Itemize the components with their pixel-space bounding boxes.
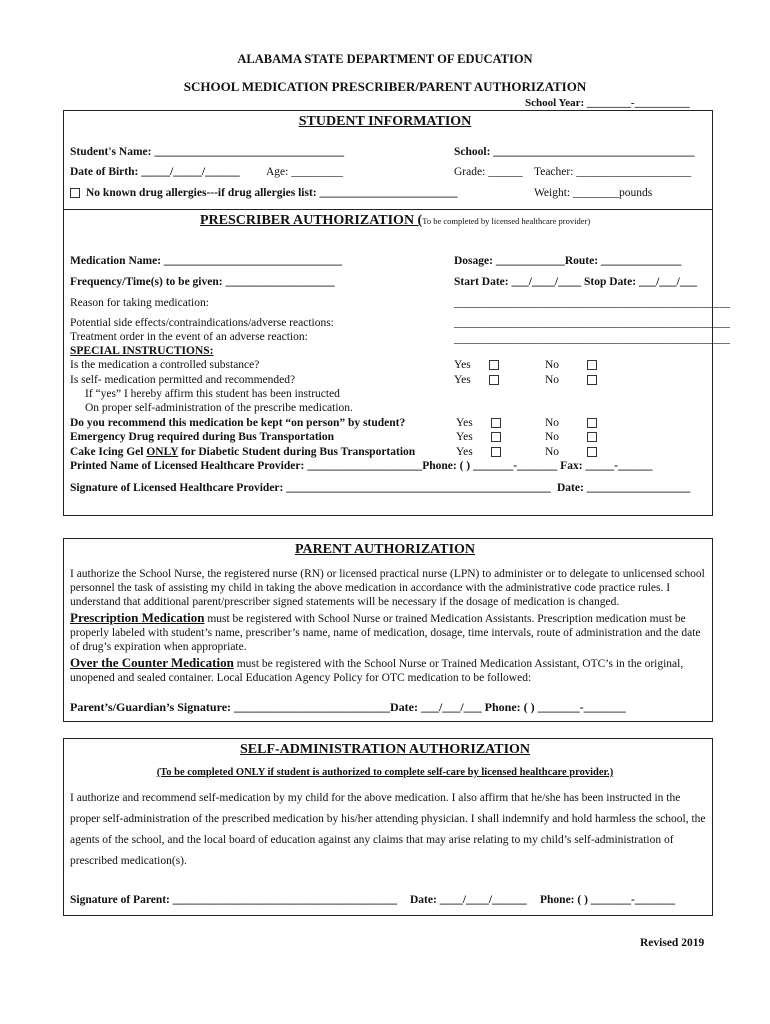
emergency-yes[interactable]: Yes — [456, 431, 501, 444]
parent-auth-paragraph: I authorize the School Nurse, the registered nurse (RN) or licensed practical nurse (LPN) to administer or to delegate to unlicensed school personnel the task of assisting my child in taking the above medication in accordance with the administrative code practice rules. I understand that additional parent/prescriber signed statements will be necessary if the dosage of medication is changed. — [70, 568, 705, 608]
prescriber-title-note: To be completed by licensed healthcare provider) — [422, 216, 591, 226]
prescription-medication-paragraph: Prescription Medication must be registered with School Nurse or trained Medication Assistants. Prescription medication must be properly labeled with student’s name, prescriber’s name, name of medication, dosage, time intervals, route of administration and the date of drug’s expiration when appropriate. — [70, 610, 701, 653]
treatment-line[interactable]: ________________________________________________ — [454, 333, 730, 345]
emergency-drug-question: Emergency Drug required during Bus Transportation — [70, 431, 334, 443]
prescriber-title: PRESCRIBER AUTHORIZATION (To be completed by licensed healthcare provider) — [200, 213, 591, 228]
allergies-row[interactable] — [70, 187, 458, 200]
grade-field[interactable]: Grade: ______ — [454, 166, 523, 178]
student-info-title: STUDENT INFORMATION — [298, 114, 472, 129]
reason-line[interactable]: ________________________________________________ — [454, 297, 730, 309]
age-field[interactable]: Age: _________ — [266, 166, 343, 178]
affirm-line-2: On proper self-administration of the prescribe medication. — [85, 402, 353, 414]
student-name-field[interactable]: Student's Name: _________________________________ — [70, 146, 345, 158]
parent-signature-field[interactable]: Parent’s/Guardian’s Signature: __________________________Date: ___/___/___ Phone: ( ) _______-_______ — [70, 700, 626, 714]
otc-medication-paragraph: Over the Counter Medication must be registered with the School Nurse or Trained Medication Assistant, OTC’s in the original, unopened and sealed container. Local Education Agency Policy for OTC medication to be followed: — [70, 655, 684, 684]
treatment-label: Treatment order in the event of an adverse reaction: — [70, 331, 308, 343]
cake-icing-yes[interactable]: Yes — [456, 446, 501, 459]
cake-icing-no[interactable]: No — [545, 446, 597, 459]
form-title: SCHOOL MEDICATION PRESCRIBER/PARENT AUTHORIZATION — [183, 79, 587, 94]
self-admin-title: SELF-ADMINISTRATION AUTHORIZATION — [239, 742, 531, 757]
controlled-yes[interactable]: Yes — [454, 359, 499, 372]
frequency-field[interactable]: Frequency/Time(s) to be given: ___________________ — [70, 276, 335, 288]
self-med-question: Is self- medication permitted and recommended? — [70, 374, 296, 386]
section-divider — [63, 209, 713, 210]
controlled-no[interactable]: No — [545, 359, 597, 372]
revision-label: Revised 2019 — [640, 937, 705, 949]
emergency-no[interactable]: No — [545, 431, 597, 444]
self-med-yes[interactable]: Yes — [454, 374, 499, 387]
agency-title: ALABAMA STATE DEPARTMENT OF EDUCATION — [237, 52, 533, 66]
weight-field[interactable]: Weight: ________pounds — [534, 187, 653, 199]
parent-auth-title: PARENT AUTHORIZATION — [294, 542, 476, 557]
self-med-no[interactable]: No — [545, 374, 597, 387]
provider-date-field[interactable]: Date: __________________ — [557, 482, 691, 494]
on-person-yes[interactable]: Yes — [456, 417, 501, 430]
provider-signature-field[interactable]: Signature of Licensed Healthcare Provider: ______________________________________________ — [70, 482, 551, 494]
reason-label: Reason for taking medication: — [70, 297, 209, 309]
side-effects-label: Potential side effects/contraindications/adverse reactions: — [70, 317, 334, 329]
self-admin-phone-field[interactable]: Phone: ( ) _______-_______ — [540, 894, 676, 906]
controlled-question: Is the medication a controlled substance? — [70, 359, 260, 371]
affirm-line-1: If “yes” I hereby affirm this student has been instructed — [85, 388, 340, 400]
allergies-checkbox[interactable] — [70, 188, 80, 198]
special-instructions-heading: SPECIAL INSTRUCTIONS: — [70, 345, 214, 357]
allergies-field: No known drug allergies---if drug allergies list: ________________________ — [86, 187, 458, 199]
provider-name-phone-fax-field[interactable]: Printed Name of Licensed Healthcare Provider: ____________________Phone: ( ) _______-_______ Fax: _____-______ — [70, 460, 653, 472]
start-stop-field[interactable]: Start Date: ___/____/____ Stop Date: ___/___/___ — [454, 276, 698, 288]
school-field[interactable]: School: ___________________________________ — [454, 146, 695, 158]
side-effects-line[interactable]: ________________________________________________ — [454, 317, 730, 329]
self-admin-date-field[interactable]: Date: ____/____/______ — [410, 894, 527, 906]
self-admin-subtitle: (To be completed ONLY if student is authorized to complete self-care by licensed healthcare provider.) — [156, 767, 614, 778]
school-year-field[interactable]: School Year: ________-__________ — [525, 97, 690, 109]
on-person-question: Do you recommend this medication be kept “on person” by student? — [70, 417, 406, 429]
dosage-route-field[interactable]: Dosage: ____________Route: ______________ — [454, 255, 682, 267]
medication-name-field[interactable]: Medication Name: _______________________________ — [70, 255, 343, 267]
on-person-no[interactable]: No — [545, 417, 597, 430]
self-admin-signature-field[interactable]: Signature of Parent: _______________________________________ — [70, 894, 397, 906]
teacher-field[interactable]: Teacher: ____________________ — [534, 166, 692, 178]
dob-field[interactable]: Date of Birth: _____/_____/______ — [70, 166, 240, 178]
cake-icing-question: Cake Icing Gel ONLY for Diabetic Student during Bus Transportation — [70, 446, 416, 458]
self-admin-paragraph: I authorize and recommend self-medication by my child for the above medication. I also affirm that he/she has been instructed in the proper self-administration of the prescribed medication by his/her attending physician. I shall indemnify and hold harmless the school, the agents of the school, and the local board of education against any claims that may arise relating to my child’s self-administration of prescribed medication(s). — [70, 792, 706, 867]
